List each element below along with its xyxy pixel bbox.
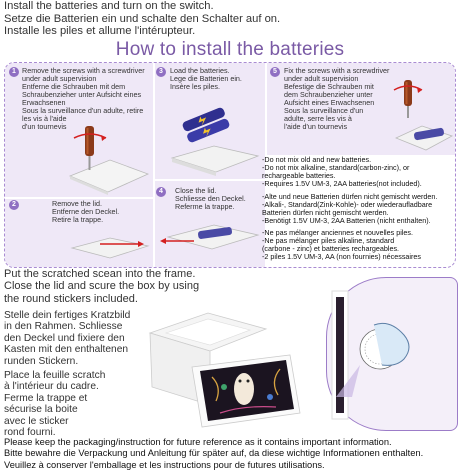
- footer-notice: [4, 437, 423, 471]
- screwdriver-icon: [60, 124, 150, 196]
- scratch-instructions-en: Put the scratched scean into the frame. Close the lid and scure the box by using the round stickers included.: [4, 268, 200, 305]
- step-2-text: Remove the lid. Entferne den Deckel. Retire la trappe.: [52, 199, 120, 225]
- footer-line-en: Please keep the packaging/instruction for future reference as it contains important information.: [4, 437, 392, 447]
- header-line-de: Setze die Batterien ein und schalte den Schalter auf on.: [4, 12, 281, 25]
- step-2-number: 2: [9, 200, 19, 210]
- scratch-instructions-fr: Place la feuille scratch à l'intérieur du cadre. Ferme la trappe et sécurise la boite avec le sticker rond fourni.: [4, 370, 106, 439]
- step-1-number: 1: [9, 67, 19, 77]
- scratch-instructions-de: Stelle dein fertiges Kratzbild in den Rahmen. Schliesse den Deckel und fixiere den Kasten mit den enthaltenen runden Stickern.: [4, 310, 131, 367]
- header-line-en: Install the batteries and turn on the switch.: [4, 0, 214, 12]
- footer-line-fr: Veuillez à conserver l'emballage et les instructions pour de futures utilisations.: [4, 459, 325, 470]
- round-sticker-icon: [326, 277, 458, 431]
- header-instructions: [4, 0, 280, 38]
- step-3-text: Load the batteries. Lege die Batterien ein. Insère les piles.: [170, 66, 242, 92]
- scratch-art-frame-icon: [140, 285, 320, 435]
- step-4-text: Close the lid. Schliesse den Deckel. Referme la trappe.: [175, 186, 246, 212]
- battery-icon: [166, 100, 261, 180]
- step-1-text: Remove the screws with a screwdriver under adult supervision Entferne die Schrauben mit dem Schraubenzieher unter Aufsicht eines Erwachsenen Sous la surveillance d'un adulte, retire les vis à l'aide d'un tournevis: [22, 66, 145, 132]
- step-4-number: 4: [156, 187, 166, 197]
- footer-line-de: Bitte bewahre die Verpackung und Anleitung für später auf, da diese wichtige Informationen enthalten.: [4, 448, 424, 459]
- step-5-text: Fix the screws with a screwdriver under adult supervision Befestige die Schrauben mit dem Schraubenzieher unter Aufsicht eines Erwachsenen Sous la surveillance d'un adulte, serre les vis à l'aide d'un tournevis: [284, 66, 390, 132]
- battery-warnings: -Do not mix old and new batteries. -Do not mix alkaline, standard(carbon-zinc), or rechargeable batteries. -Requires 1.5V UM-3, 2AA batteries(not included). -Alte und neue Batterien dürfen nicht gemischt werden. -Alkali-, Standard(Zink-Kohle)- oder wiederaufladbare Batterien dürfen nicht gemischt werden. -Benötigt 1.5V UM-3, 2AA Batterien (nicht enthalten). -Ne pas mélanger anciennes et nouvelles piles. -Ne pas mélanger piles alkaline, standard (carbone - zinc) et batteries rechargeables. -2 piles 1.5V UM-3, AA (non fournies) nécessaires: [262, 155, 438, 262]
- page-title: How to install the batteries: [115, 39, 345, 60]
- header-line-fr: Installe les piles et allume l'intérupteur.: [4, 25, 196, 38]
- lid-removal-illustration: [70, 228, 150, 268]
- screwdriver-fix-icon: [392, 78, 454, 156]
- step-5-number: 5: [270, 67, 280, 77]
- lid-closing-illustration: [158, 213, 262, 263]
- step-3-number: 3: [156, 67, 166, 77]
